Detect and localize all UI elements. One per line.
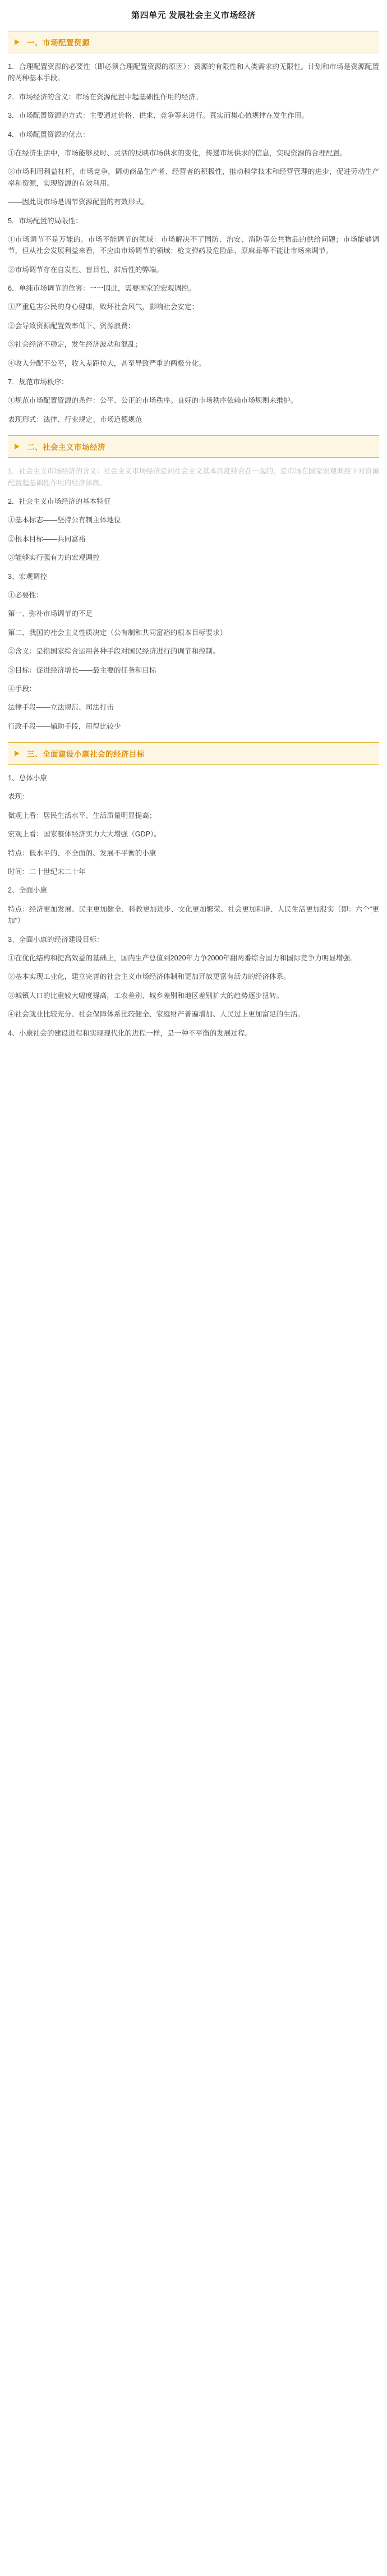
- section-body-socialist-market-economy: [8, 466, 379, 732]
- paragraph: ——因此说市场是调节资源配置的有效形式。: [8, 198, 149, 206]
- section-heading-label: 三、全面建设小康社会的经济目标: [27, 750, 145, 759]
- section-heading-xiaokang-goals: [8, 742, 379, 765]
- triangle-bullet-icon: [15, 751, 20, 756]
- paragraph: 第一、弥补市场调节的不足: [8, 610, 93, 618]
- paragraph: 6．单纯市场调节的危害：一一因此，需要国家的宏观调控。: [8, 284, 196, 293]
- paragraph: 3．市场配置资源的方式：主要通过价格、供求、竞争等来进行。真实而集心值规律在发生作用。: [8, 112, 308, 120]
- paragraph: 法律手段——立法规范、司法打击: [8, 703, 114, 712]
- section-heading-label: 一、市场配置资源: [27, 39, 90, 47]
- paragraph: ④手段：: [8, 684, 36, 693]
- paragraph: ①必要性：: [8, 591, 43, 599]
- triangle-bullet-icon: [15, 444, 20, 449]
- paragraph: 4．市场配置资源的优点：: [8, 130, 90, 139]
- paragraph: 行政手段——辅助手段，用得比较少: [8, 722, 121, 730]
- paragraph: 5．市场配置的局限性：: [8, 217, 82, 225]
- paragraph: ③城镇人口的比重较大幅度提高，工农差别、城乡差别和地区差别扩大的趋势逐步扭转。: [8, 991, 284, 1000]
- document-page: [0, 0, 387, 1061]
- section-heading-label: 二、社会主义市场经济: [27, 443, 105, 452]
- section-body-market-allocation: [8, 61, 379, 425]
- section-heading-socialist-market-economy: [8, 435, 379, 458]
- paragraph: 1．社会主义市场经济的含义：社会主义市场经济是同社会主义基本制度结合在一起的，是市场在国家宏观调控下对资源配置起基础性作用的经济体制。: [8, 467, 379, 487]
- paragraph: ④社会就业比较充分、社会保障体系比较健全、家庭财产普遍增加、人民过上更加富足的生活。: [8, 1010, 305, 1019]
- paragraph: 1．合理配置资源的必要性（即必须合理配置资源的原因）：资源的有限性和人类需求的无限性。计划和市场是资源配置的两种基本手段。: [8, 63, 379, 82]
- paragraph: ②根本目标——共同富裕: [8, 535, 86, 543]
- paragraph: ②市场利用利益杠杆，市场竞争，调动商品生产者、经营者的积极性，推动科学技术和经营管理的进步，促进劳动生产率和资源，实现资源的有效利用。: [8, 168, 379, 187]
- paragraph: ②含义：是指国家综合运用各种手段对国民经济进行的调节和控制。: [8, 647, 220, 656]
- paragraph: ①在优化结构和提高效益的基础上，国内生产总值到2020年力争2000年翻两番综合国力和国际竞争力明显增强。: [8, 954, 357, 962]
- paragraph: 7．规范市场秩序：: [8, 378, 68, 387]
- paragraph: 1、总体小康: [8, 774, 47, 783]
- paragraph: ③能够实行强有力的宏观调控: [8, 554, 100, 562]
- page-title: 第四单元 发展社会主义市场经济: [131, 11, 256, 20]
- paragraph: ③社会经济不稳定，发生经济波动和混乱；: [8, 341, 142, 349]
- paragraph: ④收入分配不公平，收入差距拉大，甚至导致严重的两极分化。: [8, 359, 206, 367]
- paragraph: ①严重危害公民的身心健康，败坏社会风气，影响社会安定；: [8, 303, 199, 311]
- paragraph: ②会导致资源配置效率低下、资源浪费；: [8, 321, 135, 330]
- paragraph: ①在经济生活中，市场能够及时、灵活的反映市场供求的变化，传递市场供求的信息，实现资源的合理配置。: [8, 149, 347, 157]
- triangle-bullet-icon: [15, 39, 20, 45]
- paragraph: ③目标：促进经济增长——最主要的任务和目标: [8, 666, 156, 674]
- paragraph: 第二、我国的社会主义性质决定（公有制和共同富裕的根本目标要求）: [8, 628, 227, 637]
- paragraph: 2．市场经济的含义：市场在资源配置中起基础性作用的经济。: [8, 93, 203, 101]
- paragraph: ①规范市场配置资源的条件：公平、公正的市场秩序。良好的市场秩序依赖市场规则来维护。: [8, 397, 298, 405]
- paragraph: 时间：二十世纪末二十年: [8, 868, 86, 876]
- paragraph: ②市场调节存在自发性、盲目性、滞后性的弊端。: [8, 265, 164, 274]
- paragraph: ①基本标志——坚持公有制主体地位: [8, 516, 121, 525]
- paragraph: 宏观上看：国家整体经济实力大大增强（GDP）。: [8, 830, 161, 839]
- paragraph: 特点：低水平的、不全面的、发展不平衡的小康: [8, 849, 156, 857]
- paragraph: 2、全面小康: [8, 886, 47, 895]
- paragraph: 2．社会主义市场经济的基本特征: [8, 497, 111, 505]
- paragraph: 3、宏观调控: [8, 572, 47, 581]
- section-body-xiaokang-goals: [8, 772, 379, 1039]
- paragraph: 表现形式：法律、行业规定、市场道德规范: [8, 415, 142, 424]
- section-heading-market-allocation: [8, 31, 379, 53]
- paragraph: 4、小康社会的建设进程和实现现代化的进程一样，是一种不平衡的发展过程。: [8, 1029, 252, 1037]
- paragraph: 表现：: [8, 793, 29, 801]
- paragraph: ①市场调节不是万能的。市场不能调节的领域：市场解决不了国防、治安、消防等公共物品的供给问题；市场能够调节，但从社会发展利益来看，不应由市场调节的领域：枪支弹药及危险品、原麻品等不能让市场来调节。: [8, 235, 379, 255]
- paragraph: ②基本实现工业化，建立完善的社会主义市场经济体制和更加开放更富有活力的经济体系。: [8, 973, 291, 981]
- paragraph: 3、全面小康的经济建设目标：: [8, 935, 104, 944]
- paragraph: 特点：经济更加发展、民主更加健全、科教更加进步、文化更加繁荣、社会更加和谐、人民生活更加殷实（即：六个"更加"）: [8, 905, 379, 925]
- paragraph: 微观上看：居民生活水平、生活质量明显提高；: [8, 811, 156, 820]
